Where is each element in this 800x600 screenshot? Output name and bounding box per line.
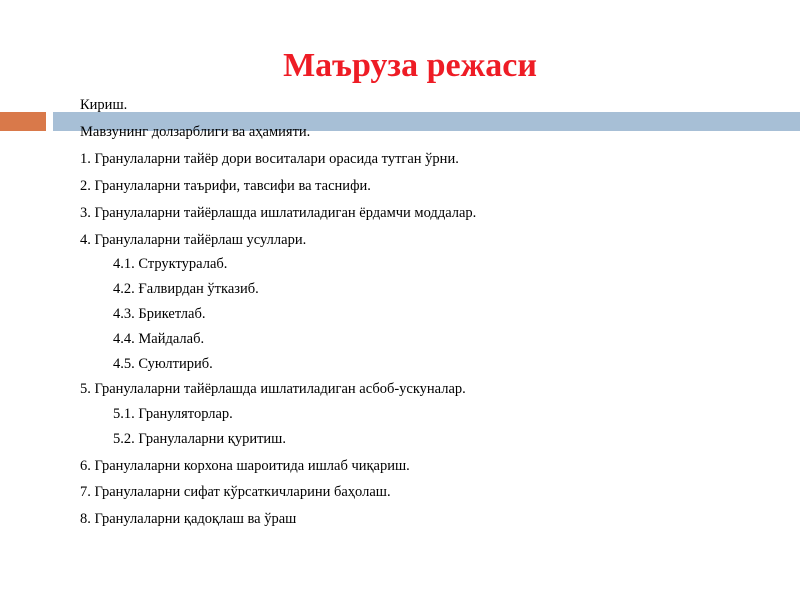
outline-item-1: 1. Гранулаларни тайёр дори воситалари орасида тутган ўрни. — [80, 151, 459, 167]
outline-item-5-2: 5.2. Гранулаларни қуритиш. — [113, 431, 286, 447]
outline-item-2: 2. Гранулаларни таърифи, тавсифи ва таснифи. — [80, 178, 371, 194]
outline-item-intro: Кириш. — [80, 97, 128, 113]
outline-item-7: 7. Гранулаларни сифат кўрсаткичларини баҳолаш. — [80, 484, 391, 500]
outline-item-8: 8. Гранулаларни қадоқлаш ва ўраш — [80, 511, 297, 527]
outline-item-5-1: 5.1. Грануляторлар. — [113, 406, 233, 422]
outline-item-relevance: Мавзунинг долзарблиги ва аҳамияти. — [80, 124, 311, 140]
outline-item-6: 6. Гранулаларни корхона шароитида ишлаб чиқариш. — [80, 458, 410, 474]
outline-item-4-1: 4.1. Структуралаб. — [113, 256, 228, 272]
outline-item-5: 5. Гранулаларни тайёрлашда ишлатиладиган асбоб-ускуналар. — [80, 381, 466, 397]
outline-item-4-2: 4.2. Ғалвирдан ўтказиб. — [113, 281, 259, 297]
outline-item-4-3: 4.3. Брикетлаб. — [113, 306, 206, 322]
outline-item-4: 4. Гранулаларни тайёрлаш усуллари. — [80, 232, 307, 248]
outline-item-3: 3. Гранулаларни тайёрлашда ишлатиладиган ёрдамчи моддалар. — [80, 205, 477, 221]
outline-item-4-4: 4.4. Майдалаб. — [113, 331, 205, 347]
outline-item-4-5: 4.5. Суюлтириб. — [113, 356, 213, 372]
slide-title: Маъруза режаси — [283, 47, 537, 84]
